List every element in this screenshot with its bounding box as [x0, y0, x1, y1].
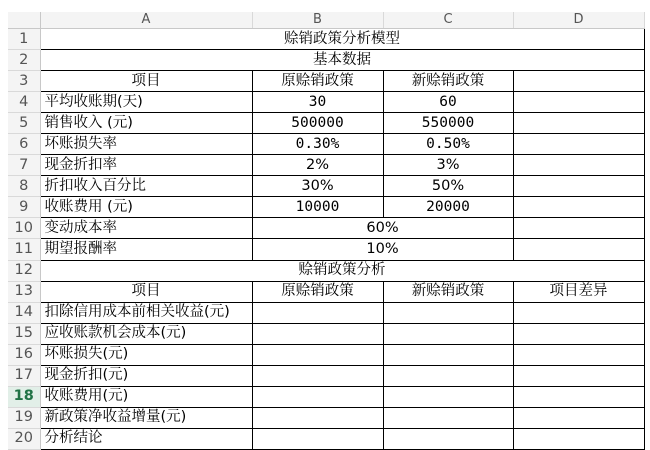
row-header[interactable]: 7 — [8, 155, 40, 176]
sheet-row — [8, 155, 644, 176]
empty-cell[interactable] — [513, 155, 644, 176]
empty-cell[interactable] — [252, 323, 383, 344]
row-header[interactable]: 3 — [8, 71, 40, 92]
old-value-cell[interactable]: 500000 — [252, 113, 383, 134]
item-label-cell[interactable]: 分析结论 — [40, 428, 252, 449]
empty-cell[interactable] — [252, 407, 383, 428]
header-cell[interactable]: 项目 — [40, 281, 252, 302]
empty-cell[interactable] — [513, 386, 644, 407]
header-cell[interactable]: 原赊销政策 — [252, 281, 383, 302]
empty-cell[interactable] — [513, 113, 644, 134]
row-header[interactable]: 6 — [8, 134, 40, 155]
sheet-row — [8, 302, 644, 323]
empty-cell[interactable] — [383, 344, 513, 365]
item-label-cell[interactable]: 变动成本率 — [40, 218, 252, 239]
empty-cell[interactable] — [513, 218, 644, 239]
sheet-row — [8, 92, 644, 113]
sheet-row — [8, 176, 644, 197]
sheet-row — [8, 281, 644, 302]
new-value-cell[interactable]: 20000 — [383, 197, 513, 218]
merged-value-cell[interactable]: 60% — [252, 218, 513, 239]
sheet-row — [8, 71, 644, 92]
row-header[interactable]: 13 — [8, 281, 40, 302]
empty-cell[interactable] — [513, 239, 644, 260]
sheet-row — [8, 197, 644, 218]
row-header[interactable]: 4 — [8, 92, 40, 113]
row-header[interactable]: 1 — [8, 29, 40, 50]
item-label-cell[interactable]: 平均收账期(天) — [40, 92, 252, 113]
column-header-c[interactable]: C — [383, 12, 513, 29]
column-header-d[interactable]: D — [513, 12, 644, 29]
select-all-corner[interactable] — [8, 12, 40, 29]
sheet-row — [8, 239, 644, 260]
row-header[interactable]: 2 — [8, 50, 40, 71]
row-header[interactable]: 12 — [8, 260, 40, 281]
empty-cell[interactable] — [513, 365, 644, 386]
worksheet-grid — [8, 12, 645, 450]
empty-cell[interactable] — [252, 365, 383, 386]
empty-cell[interactable] — [252, 344, 383, 365]
new-value-cell[interactable]: 0.50% — [383, 134, 513, 155]
empty-cell[interactable] — [252, 428, 383, 449]
empty-cell[interactable] — [383, 386, 513, 407]
item-label-cell[interactable]: 销售收入 (元) — [40, 113, 252, 134]
empty-cell[interactable] — [513, 407, 644, 428]
sheet-row — [8, 29, 644, 50]
row-header[interactable]: 19 — [8, 407, 40, 428]
item-label-cell[interactable]: 期望报酬率 — [40, 239, 252, 260]
item-label-cell[interactable]: 坏账损失率 — [40, 134, 252, 155]
section2-title-cell[interactable]: 赊销政策分析 — [40, 260, 644, 281]
old-value-cell[interactable]: 30 — [252, 92, 383, 113]
sheet-row — [8, 134, 644, 155]
new-value-cell[interactable]: 3% — [383, 155, 513, 176]
title-cell[interactable]: 赊销政策分析模型 — [40, 29, 644, 50]
row-header[interactable]: 10 — [8, 218, 40, 239]
sheet-row — [8, 113, 644, 134]
sheet-row — [8, 386, 644, 407]
header-cell[interactable]: 原赊销政策 — [252, 71, 383, 92]
empty-cell[interactable] — [513, 92, 644, 113]
header-cell[interactable]: 新赊销政策 — [383, 281, 513, 302]
row-header[interactable]: 15 — [8, 323, 40, 344]
item-label-cell[interactable]: 收账费用(元) — [40, 386, 252, 407]
item-label-cell[interactable]: 坏账损失(元) — [40, 344, 252, 365]
column-header-a[interactable]: A — [40, 12, 252, 29]
header-cell[interactable]: 项目 — [40, 71, 252, 92]
item-label-cell[interactable]: 收账费用 (元) — [40, 197, 252, 218]
empty-cell[interactable] — [513, 344, 644, 365]
old-value-cell[interactable]: 0.30% — [252, 134, 383, 155]
row-header[interactable]: 8 — [8, 176, 40, 197]
row-header-selected[interactable]: 18 — [8, 386, 40, 407]
empty-cell[interactable] — [513, 302, 644, 323]
old-value-cell[interactable]: 10000 — [252, 197, 383, 218]
empty-cell[interactable] — [383, 302, 513, 323]
row-header[interactable]: 20 — [8, 428, 40, 449]
old-value-cell[interactable]: 2% — [252, 155, 383, 176]
row-header[interactable]: 16 — [8, 344, 40, 365]
sheet-row — [8, 428, 644, 449]
empty-cell[interactable] — [383, 428, 513, 449]
empty-cell[interactable] — [252, 386, 383, 407]
sheet-row — [8, 323, 644, 344]
empty-cell[interactable] — [513, 134, 644, 155]
column-header-row — [8, 12, 644, 29]
empty-cell[interactable] — [252, 302, 383, 323]
empty-cell[interactable] — [513, 323, 644, 344]
empty-cell[interactable] — [383, 365, 513, 386]
sheet-row — [8, 260, 644, 281]
old-value-cell[interactable]: 30% — [252, 176, 383, 197]
new-value-cell[interactable]: 50% — [383, 176, 513, 197]
item-label-cell[interactable]: 折扣收入百分比 — [40, 176, 252, 197]
empty-cell[interactable] — [513, 176, 644, 197]
sheet-row — [8, 344, 644, 365]
column-header-b[interactable]: B — [252, 12, 383, 29]
header-cell[interactable]: 新赊销政策 — [383, 71, 513, 92]
header-cell[interactable]: 项目差异 — [513, 281, 644, 302]
sheet-row — [8, 365, 644, 386]
empty-cell[interactable] — [383, 323, 513, 344]
sheet-row — [8, 50, 644, 71]
item-label-cell[interactable]: 新政策净收益增量(元) — [40, 407, 252, 428]
empty-cell[interactable] — [513, 197, 644, 218]
new-value-cell[interactable]: 550000 — [383, 113, 513, 134]
item-label-cell[interactable]: 应收账款机会成本(元) — [40, 323, 252, 344]
row-header[interactable]: 9 — [8, 197, 40, 218]
empty-cell[interactable] — [513, 71, 644, 92]
item-label-cell[interactable]: 扣除信用成本前相关收益(元) — [40, 302, 252, 323]
sheet-row — [8, 407, 644, 428]
section1-title-cell[interactable]: 基本数据 — [40, 50, 644, 71]
row-header[interactable]: 5 — [8, 113, 40, 134]
new-value-cell[interactable]: 60 — [383, 92, 513, 113]
sheet-row — [8, 218, 644, 239]
empty-cell[interactable] — [513, 428, 644, 449]
item-label-cell[interactable]: 现金折扣率 — [40, 155, 252, 176]
empty-cell[interactable] — [383, 407, 513, 428]
item-label-cell[interactable]: 现金折扣(元) — [40, 365, 252, 386]
row-header[interactable]: 17 — [8, 365, 40, 386]
row-header[interactable]: 14 — [8, 302, 40, 323]
row-header[interactable]: 11 — [8, 239, 40, 260]
merged-value-cell[interactable]: 10% — [252, 239, 513, 260]
